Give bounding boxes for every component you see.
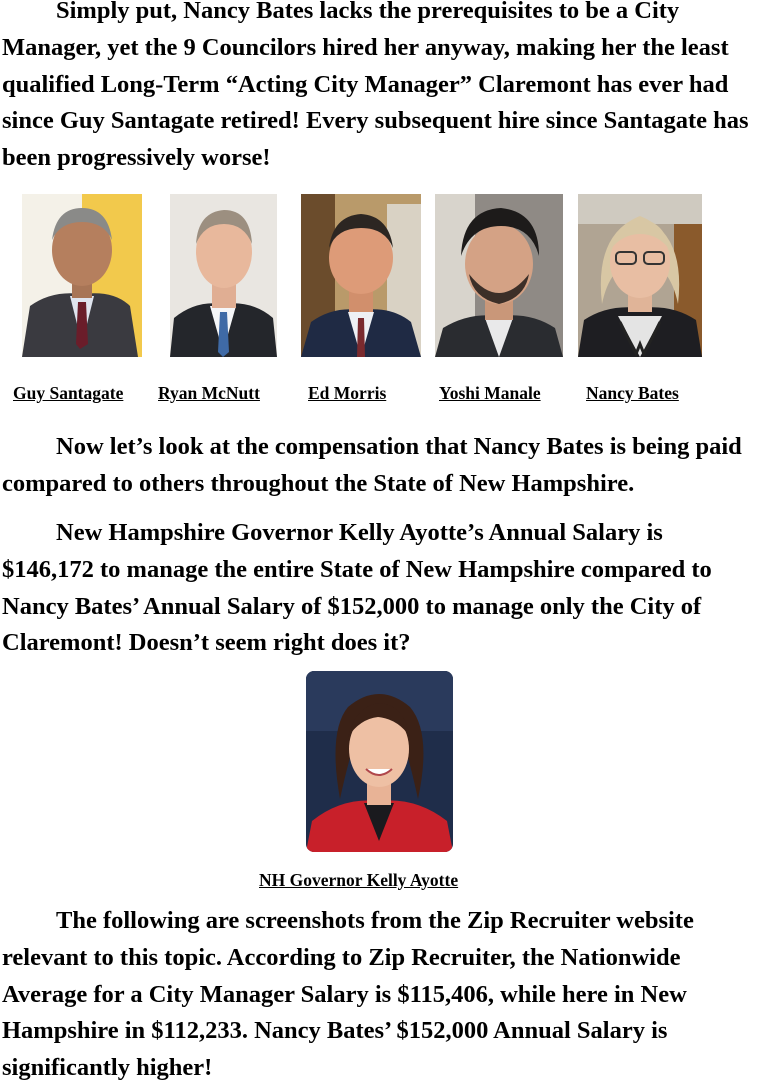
compensation-paragraph: Now let’s look at the compensation that Nancy Bates is being paid compared to others throughout the State of New Hampshire. [2, 433, 742, 497]
nancy-bates-photo [578, 194, 702, 357]
governor-salary-paragraph: New Hampshire Governor Kelly Ayotte’s Annual Salary is $146,172 to manage the entire State of New Hampshire compared to Nancy Bates’ Annual Salary of $152,000 to manage only the City of Claremont! Doesn’t seem right does it? [2, 519, 712, 657]
ed-morris-photo [301, 194, 421, 357]
kelly-ayotte-photo [306, 671, 453, 852]
caption-ed-morris: Ed Morris [308, 383, 387, 403]
intro-paragraph: Simply put, Nancy Bates lacks the prerequisites to be a City Manager, yet the 9 Councilors hired her anyway, making her the least qualified Long-Term “Acting City Manager” Claremont has ever had since Guy Santagate retired! Every subsequent hire since Santagate has been progressively worse! [2, 0, 749, 172]
caption-nancy-bates: Nancy Bates [586, 383, 679, 403]
ryan-mcnutt-photo [170, 194, 277, 357]
yoshi-manale-photo [435, 194, 563, 357]
caption-guy-santagate: Guy Santagate [13, 383, 124, 403]
caption-kelly-ayotte: NH Governor Kelly Ayotte [259, 870, 459, 890]
caption-ryan-mcnutt: Ryan McNutt [158, 383, 260, 403]
guy-santagate-photo [22, 194, 142, 357]
zip-recruiter-paragraph: The following are screenshots from the Zip Recruiter website relevant to this topic. According to Zip Recruiter, the Nationwide Average for a City Manager Salary is $115,406, while here in New Hampshire in $112,233. Nancy Bates’ $152,000 Annual Salary is significantly higher! [2, 907, 694, 1082]
caption-yoshi-manale: Yoshi Manale [439, 383, 541, 403]
